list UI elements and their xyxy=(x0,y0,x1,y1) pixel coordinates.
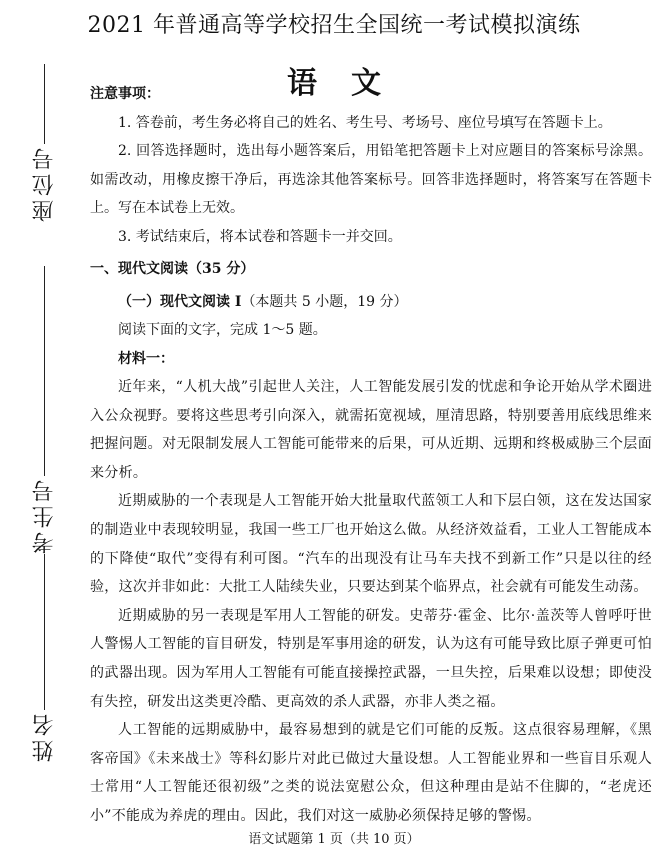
seat-field-label: 座位号 xyxy=(31,144,57,222)
notice-item-2: 2. 回答选择题时，选出每小题答案后，用铅笔把答题卡上对应题目的答案标号涂黑。如需改动，用橡皮擦干净后，再选涂其他答案标号。回答非选择题时，将答案写在答题卡上。写在本试卷上无效。 xyxy=(90,143,652,216)
article-paragraph: 人工智能的远期威胁中，最容易想到的就是它们可能的反叛。这点很容易理解，《黑客帝国》《未来战士》等科幻影片对此已做过大量设想。人工智能业界和一些盲目乐观人士常用“人工智能还很初级”之类的说法宽慰公众，但这种理由是站不住脚的，“老虎还小”不能成为养虎的理由。因此，我们对这一威胁必须保持足够的警惕。 xyxy=(90,722,652,824)
seat-field-line xyxy=(44,64,45,144)
exam-number-field-label: 考生号 xyxy=(31,476,57,554)
article-paragraph: 近期威胁的一个表现是人工智能开始大批量取代蓝领工人和下层白领，这在发达国家的制造业中表现较明显，我国一些工厂也开始这么做。从经济效益看，工业人工智能成本的下降使“取代”变得有利可图。“汽车的出现没有让马车夫找不到新工作”只是以往的经验，这次并非如此：大批工人陆续失业，只要达到某个临界点，社会就有可能发生动荡。 xyxy=(90,493,652,596)
notice-item-3: 3. 考试结束后，将本试卷和答题卡一并交回。 xyxy=(118,228,402,245)
sub-heading-title: （一）现代文阅读 I xyxy=(118,293,242,310)
article-paragraph: 近年来，“人机大战”引起世人关注，人工智能发展引发的忧虑和争论开始从学术圈进入公众视野。要将这些思考引向深入，就需拓宽视域，厘清思路，特别要善用底线思维来把握问题。对无限制发展人工智能可能带来的后果，可从近期、远期和终极威胁三个层面来分析。 xyxy=(90,379,652,481)
sub-heading-note: （本题共 5 小题，19 分） xyxy=(241,293,408,310)
section-heading: 一、现代文阅读（35 分） xyxy=(90,261,255,277)
subject-title: 语文 xyxy=(287,66,415,101)
page-footer: 语文试题第 1 页（共 10 页） xyxy=(248,832,420,847)
reading-instruction: 阅读下面的文字，完成 1～5 题。 xyxy=(118,322,327,338)
material-label: 材料一： xyxy=(118,350,174,367)
name-field-line xyxy=(44,600,45,710)
name-field-label: 姓名 xyxy=(31,710,57,762)
seat-field xyxy=(26,64,62,222)
sub-heading xyxy=(90,288,652,317)
notice-item-1: 1. 答卷前，考生务必将自己的姓名、考生号、考场号、座位号填写在答题卡上。 xyxy=(118,114,612,131)
page-content xyxy=(90,80,652,831)
article-body xyxy=(90,373,652,831)
name-field xyxy=(26,600,62,762)
article-paragraph: 近期威胁的另一表现是军用人工智能的研发。史蒂芬·霍金、比尔·盖茨等人曾呼吁世人警惕人工智能的盲目研发，特别是军事用途的研发，认为这有可能导致比原子弹更可怕的武器出现。因为军用人工智能有可能直接操控武器，一旦失控，后果难以设想；即使没有失控，研发出这类更冷酷、更高效的杀人武器，亦非人类之福。 xyxy=(90,607,652,710)
divider-line xyxy=(44,266,45,476)
exam-title: 2021 年普通高等学校招生全国统一考试模拟演练 xyxy=(87,13,581,38)
notice-heading: 注意事项： xyxy=(90,86,160,102)
